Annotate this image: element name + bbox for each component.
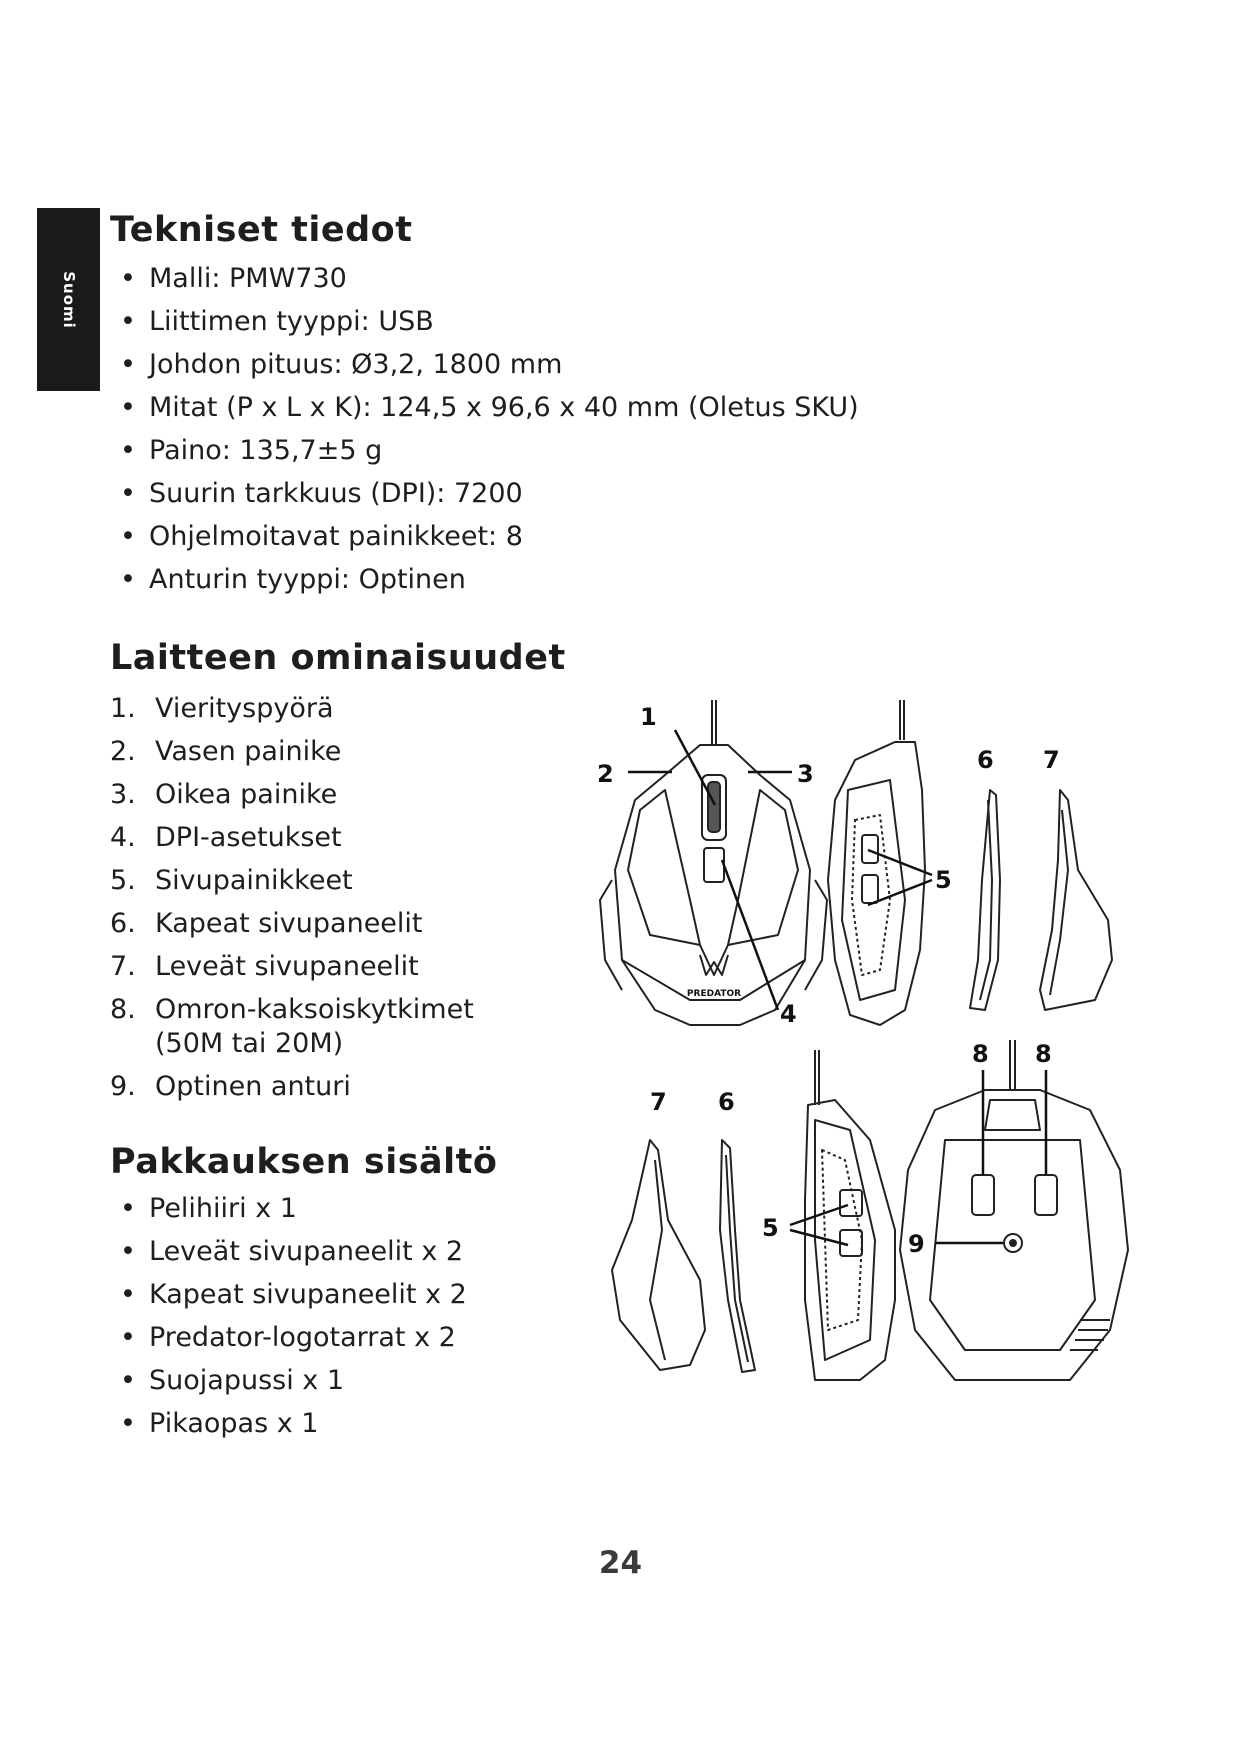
spec-item: • Johdon pituus: Ø3,2, 1800 mm bbox=[110, 351, 859, 379]
mouse-side-view-icon bbox=[828, 742, 925, 1025]
spec-item: • Liittimen tyyppi: USB bbox=[110, 308, 859, 336]
feature-text: Oikea painike bbox=[155, 779, 338, 810]
mouse-left-side-view-icon bbox=[805, 1100, 895, 1380]
feature-text: Kapeat sivupaneelit bbox=[155, 908, 423, 939]
callout-8: 8 bbox=[1035, 1040, 1052, 1068]
feature-item bbox=[110, 1070, 474, 1104]
callout-4: 4 bbox=[780, 1000, 797, 1028]
cable-icon bbox=[712, 700, 716, 745]
features-list bbox=[110, 692, 474, 1113]
features-heading: Laitteen ominaisuudet bbox=[110, 638, 566, 678]
mouse-diagram-top bbox=[580, 690, 1140, 1035]
callout-3: 3 bbox=[797, 760, 814, 788]
callout-6: 6 bbox=[977, 746, 994, 774]
feature-text: Leveät sivupaneelit bbox=[155, 951, 419, 982]
package-item: • Kapeat sivupaneelit x 2 bbox=[110, 1281, 467, 1309]
feature-number: 9. bbox=[110, 1071, 136, 1102]
package-list bbox=[110, 1195, 467, 1453]
spec-item: • Suurin tarkkuus (DPI): 7200 bbox=[110, 480, 859, 508]
callout-5: 5 bbox=[935, 866, 952, 894]
feature-text: Sivupainikkeet bbox=[155, 865, 353, 896]
feature-number: 4. bbox=[110, 822, 136, 853]
feature-item bbox=[110, 735, 474, 769]
feature-text: Vierityspyörä bbox=[155, 693, 334, 724]
package-item: • Predator-logotarrat x 2 bbox=[110, 1324, 467, 1352]
feature-text: DPI-asetukset bbox=[155, 822, 342, 853]
callout-5: 5 bbox=[762, 1214, 779, 1242]
feature-number: 7. bbox=[110, 951, 136, 982]
spec-item: • Malli: PMW730 bbox=[110, 265, 859, 293]
callout-8: 8 bbox=[972, 1040, 989, 1068]
feature-number: 2. bbox=[110, 736, 136, 767]
wide-side-panel-icon bbox=[1040, 790, 1112, 1010]
omron-switch-icon bbox=[972, 1175, 994, 1215]
feature-number: 1. bbox=[110, 693, 136, 724]
spec-item: • Anturin tyyppi: Optinen bbox=[110, 566, 859, 594]
page-number: 24 bbox=[598, 1545, 643, 1581]
omron-switch-icon bbox=[1035, 1175, 1057, 1215]
specs-list bbox=[110, 265, 859, 609]
feature-item bbox=[110, 907, 474, 941]
feature-text: Omron-kaksoiskytkimet bbox=[155, 994, 474, 1025]
feature-text-cont: (50M tai 20M) bbox=[155, 1028, 344, 1059]
spec-item: • Paino: 135,7±5 g bbox=[110, 437, 859, 465]
narrow-side-panel-icon bbox=[720, 1140, 755, 1372]
package-item: • Leveät sivupaneelit x 2 bbox=[110, 1238, 467, 1266]
package-heading: Pakkauksen sisältö bbox=[110, 1142, 498, 1182]
package-item: • Pikaopas x 1 bbox=[110, 1410, 467, 1438]
feature-item bbox=[110, 864, 474, 898]
language-tab bbox=[37, 208, 100, 391]
callout-7: 7 bbox=[650, 1088, 667, 1116]
feature-number: 8. bbox=[110, 994, 136, 1025]
callout-6: 6 bbox=[718, 1088, 735, 1116]
feature-item bbox=[110, 778, 474, 812]
feature-text: Vasen painike bbox=[155, 736, 342, 767]
feature-number: 3. bbox=[110, 779, 136, 810]
mouse-diagram-bottom bbox=[600, 1040, 1140, 1400]
callout-7: 7 bbox=[1043, 746, 1060, 774]
predator-logo-text: PREDATOR bbox=[686, 989, 742, 999]
specs-heading: Tekniset tiedot bbox=[110, 210, 413, 250]
feature-item bbox=[110, 821, 474, 855]
package-item: • Pelihiiri x 1 bbox=[110, 1195, 467, 1223]
feature-number: 6. bbox=[110, 908, 136, 939]
feature-text: Optinen anturi bbox=[155, 1071, 351, 1102]
feature-number: 5. bbox=[110, 865, 136, 896]
feature-item bbox=[110, 692, 474, 726]
spec-item: • Mitat (P x L x K): 124,5 x 96,6 x 40 mm (Oletus SKU) bbox=[110, 394, 859, 422]
callout-2: 2 bbox=[597, 760, 614, 788]
feature-item bbox=[110, 950, 474, 984]
feature-item bbox=[110, 993, 474, 1061]
spec-item: • Ohjelmoitavat painikkeet: 8 bbox=[110, 523, 859, 551]
callout-1: 1 bbox=[640, 703, 657, 731]
package-item: • Suojapussi x 1 bbox=[110, 1367, 467, 1395]
language-tab-label: Suomi bbox=[59, 270, 78, 329]
callout-9: 9 bbox=[908, 1230, 925, 1258]
